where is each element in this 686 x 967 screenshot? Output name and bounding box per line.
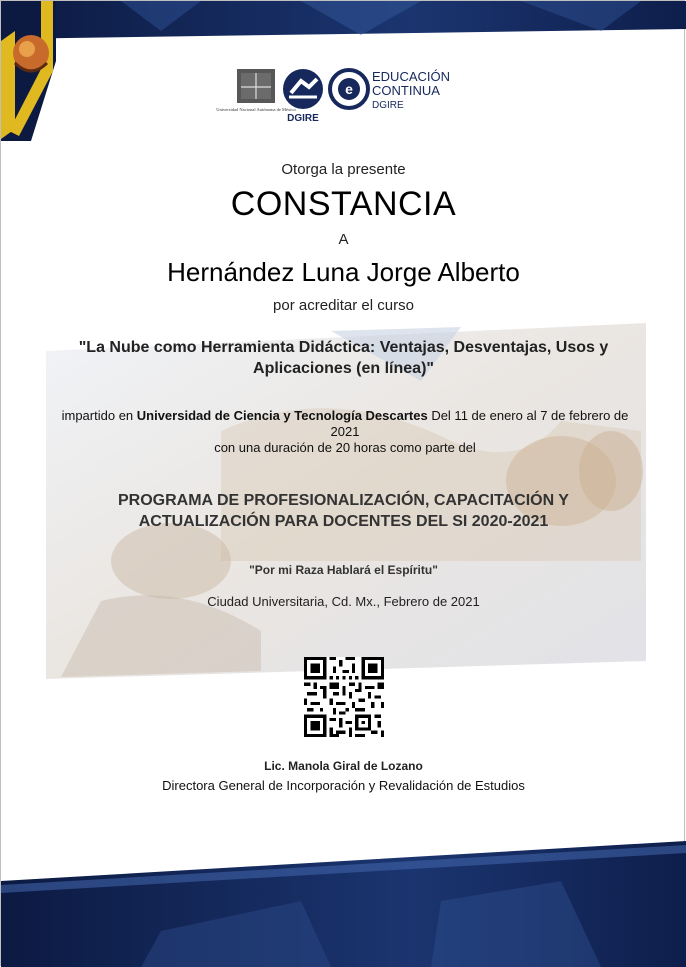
svg-text:DGIRE: DGIRE (372, 100, 404, 111)
svg-text:Universidad Nacional Autónoma: Universidad Nacional Autónoma de México (216, 107, 296, 112)
signatory-name: Lic. Manola Giral de Lozano (264, 759, 423, 773)
logos-header (216, 67, 475, 125)
institution-name: Universidad de Ciencia y Tecnología Descartes (136, 408, 428, 423)
svg-text:EDUCACIÓN: EDUCACIÓN (372, 69, 451, 84)
educacion-continua-logo (330, 69, 450, 111)
signatory-position: Directora General de Incorporación y Revalidación de Estudios (162, 778, 525, 793)
qr-code[interactable] (304, 657, 384, 737)
dgire-logo (283, 69, 323, 124)
svg-text:e: e (345, 81, 353, 97)
svg-text:CONTINUA: CONTINUA (372, 83, 440, 98)
place-date: Ciudad Universitaria, Cd. Mx., Febrero de 2021 (207, 594, 480, 609)
svg-text:DGIRE: DGIRE (287, 113, 319, 124)
imparted-prefix: impartido en (61, 408, 137, 423)
course-dates: Del 11 de enero al 7 de febrero de 2021 (330, 408, 629, 439)
to-text: A (338, 231, 349, 248)
course-duration: con una duración de 20 horas como parte del (214, 440, 476, 455)
reason-text: por acreditar el curso (273, 297, 414, 314)
motto: "Por mi Raza Hablará el Espíritu" (249, 563, 438, 577)
imparted-paragraph (49, 408, 641, 456)
course-title: "La Nube como Herramienta Didáctica: Ventajas, Desventajas, Usos y Aplicaciones (en línea)" (78, 339, 609, 377)
program-title: PROGRAMA DE PROFESIONALIZACIÓN, CAPACITACIÓN Y ACTUALIZACIÓN PARA DOCENTES DEL SI 2020-2021 (118, 492, 569, 530)
intro-text: Otorga la presente (281, 161, 406, 178)
recipient-name: Hernández Luna Jorge Alberto (167, 257, 520, 287)
certificate-title: CONSTANCIA (230, 185, 457, 223)
